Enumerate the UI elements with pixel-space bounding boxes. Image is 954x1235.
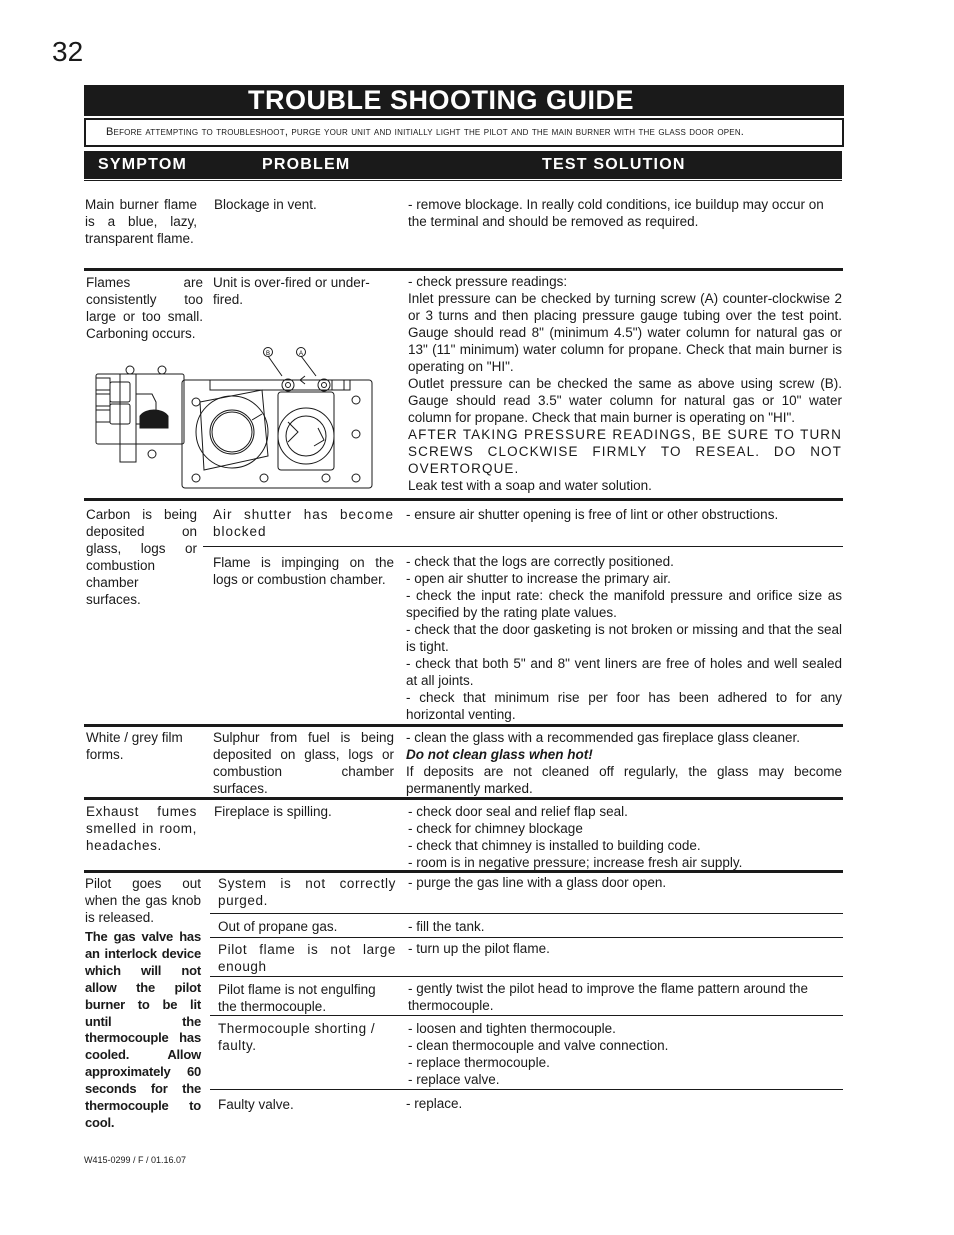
problem-text: Faulty valve. <box>218 1097 294 1112</box>
solution-block <box>406 553 842 723</box>
header-underline <box>84 180 842 181</box>
problem-text: Flame is impinging on the logs or combustion chamber. <box>213 555 394 587</box>
table-header <box>84 151 842 179</box>
list-item: - replace thermocouple. <box>408 1055 550 1070</box>
solution-text: - replace. <box>406 1096 463 1111</box>
symptom-note: The gas valve has an interlock device which will not allow the pilot burner to be lit until the thermocouple has cooled. Allow approximately 60 seconds for the thermocouple to cool. <box>85 929 201 1130</box>
problem-text: System is not correctly purged. <box>218 876 396 908</box>
list-item: - check door seal and relief flap seal. <box>408 804 628 819</box>
solution-text: - clean the glass with a recommended gas fireplace glass cleaner. <box>406 730 800 745</box>
column-header-problem: PROBLEM <box>262 156 351 173</box>
symptom-text: Main burner flame is a blue, lazy, transparent flame. <box>85 197 197 246</box>
column-header-symptom: SYMPTOM <box>98 156 188 173</box>
diagram-label-b: B <box>265 351 271 357</box>
title-banner <box>84 85 844 116</box>
symptom-text: Exhaust fumes smelled in room, headaches. <box>86 804 197 853</box>
gas-valve-diagram <box>92 342 382 492</box>
solution-text: Inlet pressure can be checked by turning screw (A) counter-clockwise 2 or 3 turns and then placing pressure gauge tubing over the test point. Gauge should read 8" (minimum 4.5") water column for natural gas or 13" (11" minimum) water column for propane. Check that main burner is operating on "HI". <box>408 291 842 374</box>
list-item: - clean thermocouple and valve connection. <box>408 1038 669 1053</box>
solution-text: - remove blockage. In really cold conditions, ice buildup may occur on the terminal and should be removed as required. <box>408 197 824 229</box>
sub-row-divider <box>203 546 843 547</box>
solution-block <box>408 273 842 494</box>
problem-text: Out of propane gas. <box>218 919 338 934</box>
document-code: W415-0299 / F / 01.16.07 <box>84 1155 187 1165</box>
problem-text: Thermocouple shorting / faulty. <box>218 1021 376 1053</box>
symptom-text: Flames are consistently too large or too small. Carboning occurs. <box>86 275 203 341</box>
page-number: 32 <box>52 36 84 67</box>
problem-text: Sulphur from fuel is being deposited on glass, logs or combustion chamber surfaces. <box>213 730 394 796</box>
list-item: - replace valve. <box>408 1072 500 1087</box>
problem-text: Pilot flame is not large enough <box>218 942 396 974</box>
list-item: - check that the door gasketing is not broken or missing and that the seal is tight. <box>406 622 842 654</box>
row-divider <box>84 797 843 800</box>
sub-row-divider <box>210 1089 843 1090</box>
list-item: - check the input rate: check the manifold pressure and orifice size as specified by the rating plate values. <box>406 588 842 620</box>
sub-row-divider <box>210 937 843 938</box>
list-item: - check for chimney blockage <box>408 821 583 836</box>
list-item: - open air shutter to increase the primary air. <box>406 571 671 586</box>
list-item: - room is in negative pressure; increase fresh air supply. <box>408 855 743 870</box>
solution-warning-text: AFTER TAKING PRESSURE READINGS, BE SURE TO TURN SCREWS CLOCKWISE FIRMLY TO RESEAL. DO NOT OVERTORQUE. <box>408 427 842 476</box>
sub-row-divider <box>210 1015 843 1016</box>
notice-box <box>84 118 844 147</box>
problem-text: Blockage in vent. <box>214 197 317 212</box>
solution-text: - ensure air shutter opening is free of lint or other obstructions. <box>406 507 779 522</box>
solution-text: If deposits are not cleaned off regularly, the glass may become permanently marked. <box>406 764 842 796</box>
list-item: - loosen and tighten thermocouple. <box>408 1021 616 1036</box>
row-divider <box>84 498 843 501</box>
notice-text: Before attempting to troubleshoot, purge your unit and initially light the pilot and the main burner with the glass door open. <box>106 126 745 138</box>
solution-text: - turn up the pilot flame. <box>408 941 550 956</box>
row-divider <box>84 268 843 271</box>
problem-text: Air shutter has become blocked <box>213 507 394 539</box>
page-title: TROUBLE SHOOTING GUIDE <box>248 85 635 115</box>
problem-text: Unit is over-fired or under-fired. <box>213 275 370 307</box>
solution-text: - fill the tank. <box>408 919 485 934</box>
list-item: - check that both 5" and 8" vent liners are free of holes and well sealed at all joints. <box>406 656 842 688</box>
solution-text: Leak test with a soap and water solution. <box>408 478 652 493</box>
problem-text: Pilot flame is not engulfing the thermocouple. <box>218 982 376 1014</box>
solution-text: - gently twist the pilot head to improve the flame pattern around the thermocouple. <box>408 981 808 1013</box>
diagram-label-a: A <box>298 351 304 357</box>
column-header-solution: TEST SOLUTION <box>542 156 686 173</box>
solution-block <box>408 1020 842 1088</box>
solution-text: - purge the gas line with a glass door open. <box>408 875 667 890</box>
solution-block <box>408 803 842 871</box>
solution-text: Outlet pressure can be checked the same as above using screw (B). Gauge should read 3.5" water column for natural gas or 10" water column for propane. Check that main burner is operating on "HI". <box>408 376 842 425</box>
symptom-text: White / grey film forms. <box>86 730 183 762</box>
symptom-text: Pilot goes out when the gas knob is released. <box>85 876 201 925</box>
symptom-text: Carbon is being deposited on glass, logs or combustion chamber surfaces. <box>86 507 197 607</box>
list-item: - check that minimum rise per foor has been adhered to for any horizontal venting. <box>406 690 842 722</box>
row-divider <box>84 724 843 727</box>
warning-text: Do not clean glass when hot! <box>406 747 593 762</box>
sub-row-divider <box>210 913 843 914</box>
problem-text: Fireplace is spilling. <box>214 804 332 819</box>
list-item: - check that the logs are correctly positioned. <box>406 554 674 569</box>
row-divider <box>84 870 843 873</box>
solution-block <box>406 729 842 797</box>
list-item: - check that chimney is installed to building code. <box>408 838 701 853</box>
sub-row-divider <box>210 976 843 977</box>
solution-text: - check pressure readings: <box>408 274 568 289</box>
